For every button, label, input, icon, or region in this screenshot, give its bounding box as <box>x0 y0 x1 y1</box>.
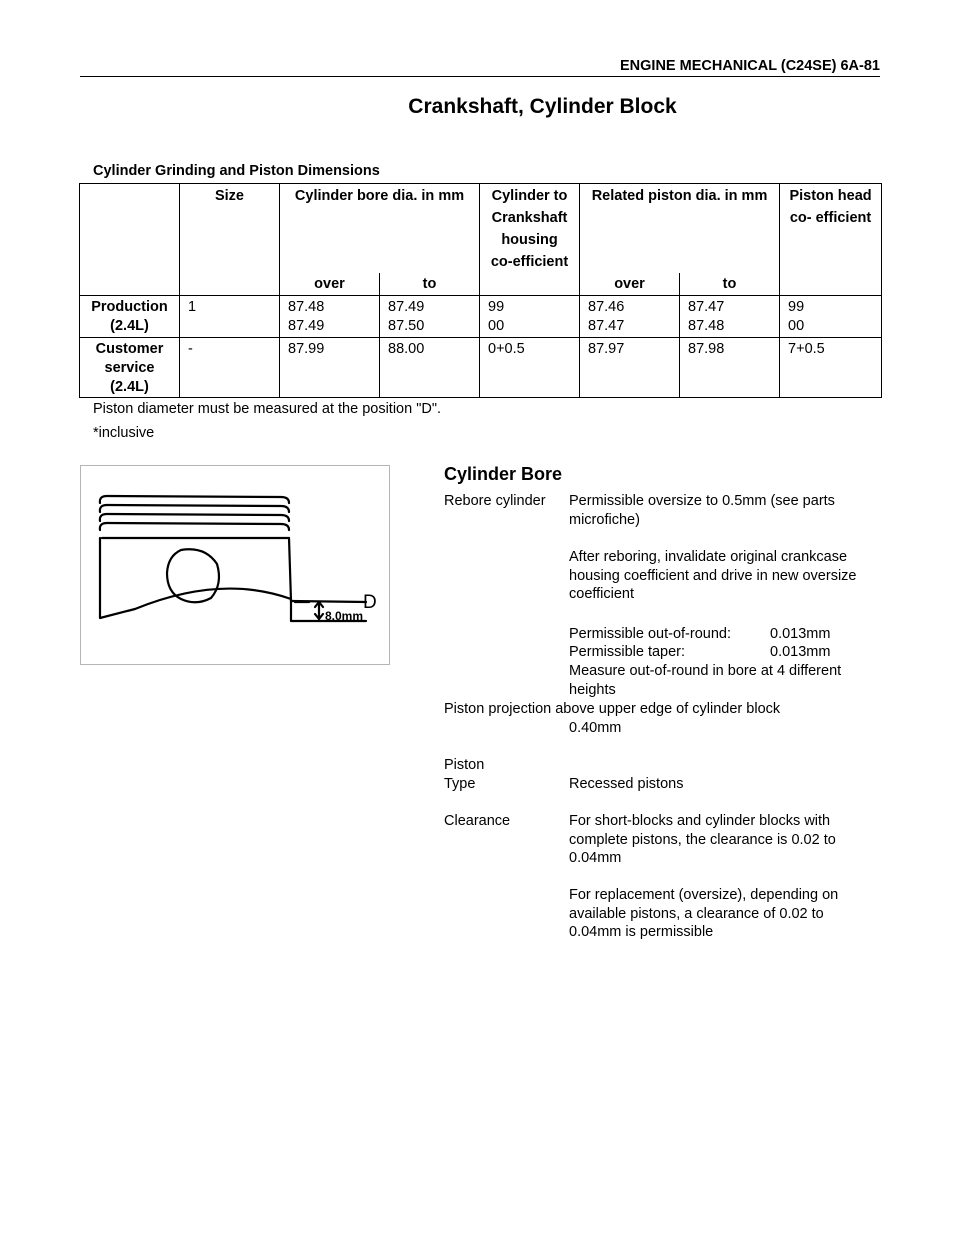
table-caption: Cylinder Grinding and Piston Dimensions <box>93 163 380 179</box>
out-of-round-value: 0.013mm <box>770 626 831 642</box>
piston-over-cell: 87.97 <box>580 337 680 397</box>
replacement-text <box>569 886 884 942</box>
page-title: Crankshaft, Cylinder Block <box>408 95 677 118</box>
header-empty-cell <box>80 184 180 296</box>
row-label-line: Customer <box>95 340 164 357</box>
header-piston-to: to <box>680 273 780 296</box>
cell-line: 87.47 <box>688 298 725 315</box>
after-reboring-text <box>569 548 884 604</box>
piston-head-cell <box>780 295 882 337</box>
clearance-label: Clearance <box>444 813 511 829</box>
header-piston-head <box>780 184 882 296</box>
header-bore-over: over <box>280 273 380 296</box>
text-line: microfiche) <box>569 511 640 528</box>
size-cell: - <box>180 337 280 397</box>
projection-value: 0.40mm <box>569 720 622 736</box>
cell-line: 87.48 <box>688 317 725 334</box>
piston-label: Piston <box>444 757 485 773</box>
rebore-label: Rebore cylinder <box>444 493 546 509</box>
piston-to-cell <box>680 295 780 337</box>
cell-line: 00 <box>788 317 805 334</box>
cell-line: 87.47 <box>588 317 625 334</box>
row-label-customer-service <box>80 337 180 397</box>
text-line: Permissible oversize to 0.5mm (see parts <box>569 493 835 509</box>
text-line: After reboring, invalidate original crankcase <box>569 549 848 565</box>
table-row <box>80 295 882 337</box>
cell-line: 99 <box>488 298 505 315</box>
piston-over-cell <box>580 295 680 337</box>
rebore-text <box>569 492 884 529</box>
cell-line: 87.50 <box>388 317 425 334</box>
bore-to-cell: 88.00 <box>380 337 480 397</box>
piston-head-cell: 7+0.5 <box>780 337 882 397</box>
table-row <box>80 337 882 397</box>
header-piston-over: over <box>580 273 680 296</box>
header-bore-to: to <box>380 273 480 296</box>
text-line: For replacement (oversize), depending on <box>569 887 839 903</box>
row-label-line: Production <box>91 298 168 315</box>
text-line: coefficient <box>569 586 635 602</box>
table-note: Piston diameter must be measured at the position "D". <box>93 401 441 417</box>
row-label-line: (2.4L) <box>110 378 149 395</box>
clearance-text <box>569 812 884 868</box>
row-label-production <box>80 295 180 337</box>
text-line: available pistons, a clearance of 0.02 to <box>569 905 824 922</box>
row-label-line: (2.4L) <box>110 317 149 334</box>
text-line: For short-blocks and cylinder blocks with <box>569 813 831 829</box>
inclusive-note: *inclusive <box>93 425 155 441</box>
header-piston: Related piston dia. in mm <box>580 184 780 273</box>
header-size: Size <box>180 184 280 296</box>
text-line: heights <box>569 681 616 698</box>
header-coefficient <box>480 184 580 296</box>
bore-over-cell: 87.99 <box>280 337 380 397</box>
out-of-round-label: Permissible out-of-round: <box>569 626 731 642</box>
cell-line: 87.49 <box>388 298 425 315</box>
row-label-line: service <box>104 359 155 376</box>
dimensions-table <box>79 183 882 398</box>
piston-figure <box>80 465 390 665</box>
header-coefficient-line: housing <box>501 232 558 248</box>
text-line: 0.04mm <box>569 850 622 866</box>
header-piston-head-line: Piston head <box>789 188 872 204</box>
cell-line: 87.46 <box>588 298 625 315</box>
cell-line: 00 <box>488 317 505 334</box>
cell-line: 87.49 <box>288 317 325 334</box>
dimension-label: 8.0mm <box>325 609 364 623</box>
text-line: Measure out-of-round in bore at 4 different <box>569 663 842 679</box>
header-coefficient-line: co-efficient <box>490 254 569 270</box>
piston-to-cell: 87.98 <box>680 337 780 397</box>
coefficient-cell <box>480 295 580 337</box>
text-line: 0.04mm is permissible <box>569 924 714 940</box>
text-line: complete pistons, the clearance is 0.02 to <box>569 831 836 848</box>
cell-line: 99 <box>788 298 805 315</box>
size-cell: 1 <box>180 295 280 337</box>
coefficient-cell: 0+0.5 <box>480 337 580 397</box>
bore-over-cell <box>280 295 380 337</box>
header-piston-head-line: co- efficient <box>789 210 872 226</box>
piston-diagram <box>81 466 389 664</box>
header-coefficient-line: Cylinder to <box>491 188 568 204</box>
header-bore: Cylinder bore dia. in mm <box>280 184 480 273</box>
position-d-label: D <box>363 592 377 613</box>
header-rule <box>80 76 880 77</box>
bore-to-cell <box>380 295 480 337</box>
type-value: Recessed pistons <box>569 776 684 792</box>
measure-text <box>569 662 884 699</box>
taper-label: Permissible taper: <box>569 644 686 660</box>
type-label: Type <box>444 776 476 792</box>
header-coefficient-line: Crankshaft <box>491 210 568 226</box>
cell-line: 87.48 <box>288 298 325 315</box>
page-header: ENGINE MECHANICAL (C24SE) 6A-81 <box>620 58 880 74</box>
projection-label: Piston projection above upper edge of cylinder block <box>444 701 781 717</box>
taper-value: 0.013mm <box>770 644 831 660</box>
section-title-cylinder-bore: Cylinder Bore <box>444 464 563 484</box>
text-line: housing coefficient and drive in new oversize <box>569 567 857 584</box>
